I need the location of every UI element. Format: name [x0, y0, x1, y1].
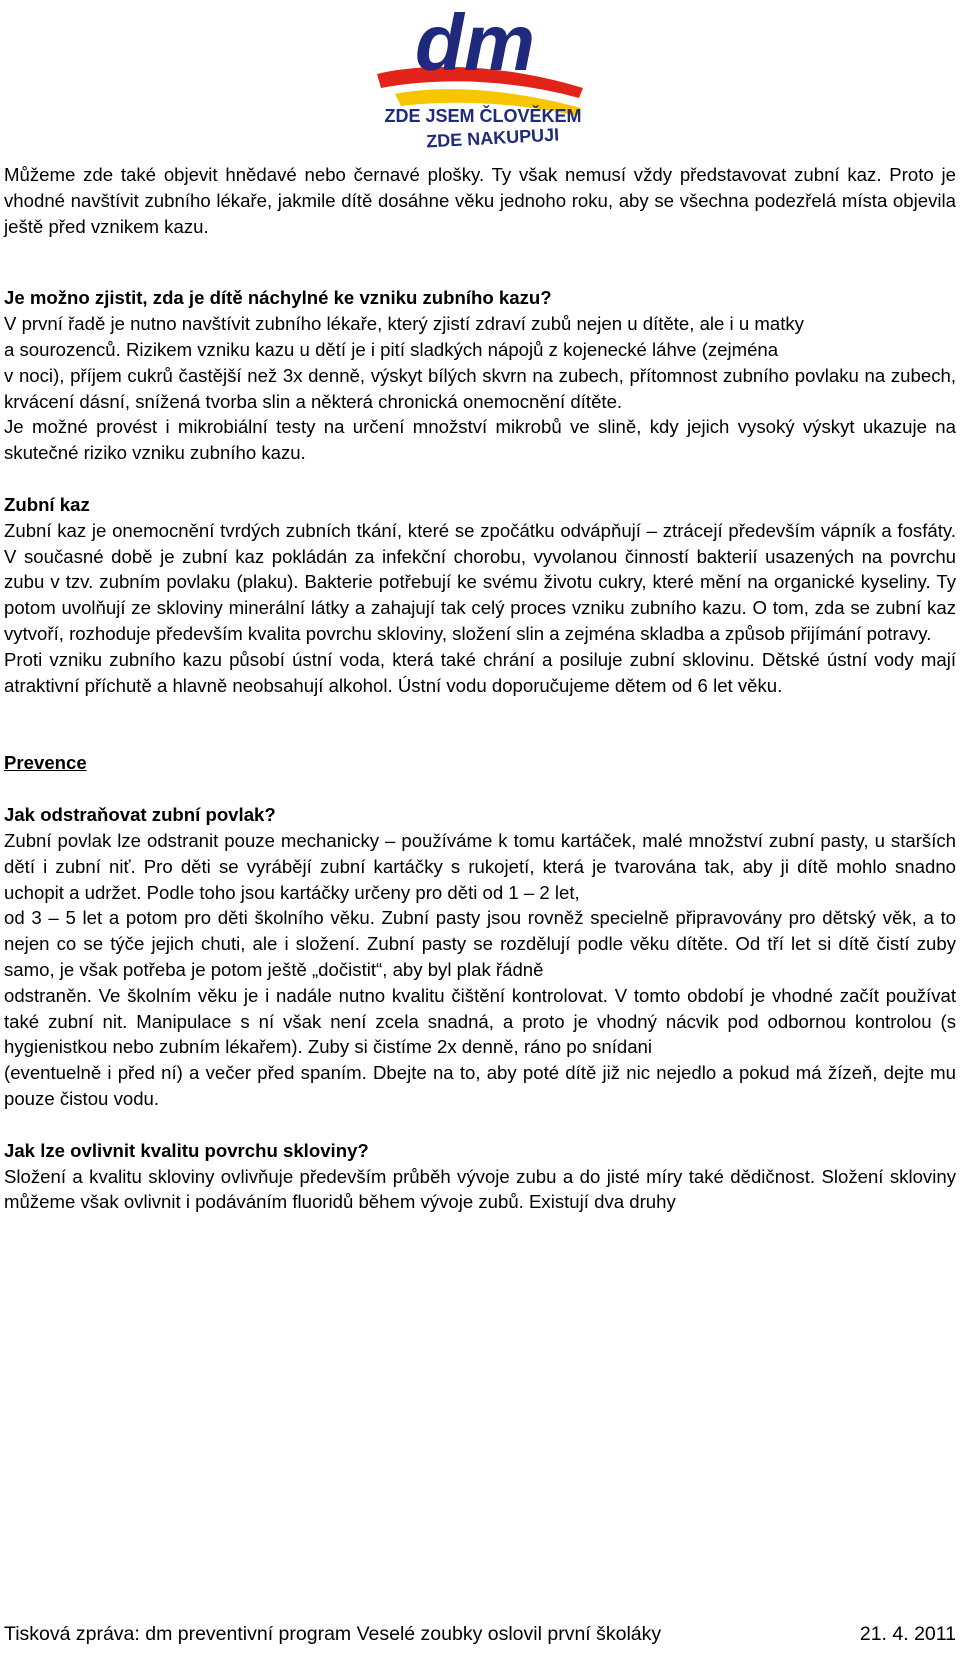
plaque-line2: od 3 – 5 let a potom pro děti školního věku. Zubní pasty jsou rovněž specielně připravovány pro dětský věk, a to nejen co se týče jejich chuti, ale i složení. Zubní pasty se rozdělují podle věku dítěte. Od tří let si dítě čistí zuby samo, je však potřeba je potom ještě „dočistit“, aby byl plak řádně: [4, 907, 956, 980]
caries-paragraph: Zubní kaz je onemocnění tvrdých zubních tkání, které se zpočátku odvápňují – ztrácejí především vápník a fosfáty. V současné době je zubní kaz pokládán za infekční chorobu, vyvolanou činností bakterií usazených na povrchu zubu v tzv. zubním povlaku (plaku). Bakterie potřebují ke svému životu cukry, které mění na organické kyseliny. Ty potom uvolňují ze skloviny minerální látky a zahajují tak celý proces vzniku zubního kazu. O tom, zda se zubní kaz vytvoří, rozhoduje především kvalita povrchu skloviny, složení slin a zejména skladba a způsob přijímání potravy.: [4, 519, 956, 644]
dm-logo: [355, 2, 605, 152]
plaque-line3: odstraněn. Ve školním věku je i nadále nutno kvalitu čištění kontrolovat. V tomto období je vhodné začít používat také zubní nit. Manipulace s ní však není zcela snadná, a proto je vhodný nácvik pod odbornou kontrolou (s hygienistkou nebo zubním lékařem). Zuby si čistíme 2x denně, ráno po snídani: [4, 984, 956, 1058]
heading-caries: Zubní kaz: [4, 493, 90, 515]
predisposition-tests-paragraph: Je možné provést i mikrobiální testy na určení množství mikrobů ve slině, kdy jejich vysoký výskyt ukazuje na skutečné riziko vzniku zubního kazu.: [4, 416, 956, 464]
plaque-line1: Zubní povlak lze odstranit pouze mechanicky – používáme k tomu kartáček, malé množství zubní pasty, u starších dětí i zubní niť. Pro děti se vyrábějí zubní kartáčky s rukojetí, která je tvarována tak, aby ji dítě mohlo snadno uchopit a udržet. Podle toho jsou kartáčky určeny pro děti od 1 – 2 let,: [4, 829, 956, 903]
logo-wordmark: dm: [415, 2, 535, 87]
dm-logo-graphic: [355, 2, 605, 152]
heading-plaque: Jak odstraňovat zubní povlak?: [4, 804, 276, 826]
predisposition-line1: V první řadě je nutno navštívit zubního lékaře, který zjistí zdraví zubů nejen u dítěte, ale i u matky: [4, 313, 804, 335]
footer-date: 21. 4. 2011: [859, 1623, 956, 1645]
mouthwash-paragraph: Proti vzniku zubního kazu působí ústní voda, která také chrání a posiluje zubní sklovinu. Dětské ústní vody mají atraktivní příchutě a hlavně neobsahují alkohol. Ústní vodu doporučujeme dětem od 6 let věku.: [4, 648, 956, 696]
heading-prevention: Prevence: [4, 752, 87, 774]
heading-predisposition: Je možno zjistit, zda je dítě náchylné ke vzniku zubního kazu?: [4, 287, 552, 309]
predisposition-line2: a sourozenců. Rizikem vzniku kazu u dětí je i pití sladkých nápojů z kojenecké láhve (zejména: [4, 338, 779, 360]
footer-title: Tisková zpráva: dm preventivní program Veselé zoubky oslovil první školáky: [4, 1623, 662, 1645]
page-footer: [4, 1622, 956, 1646]
predisposition-line3: v noci), příjem cukrů častější než 3x denně, výskyt bílých skvrn na zubech, přítomnost zubního povlaku na zubech, krvácení dásní, snížená tvorba slin a některá chronická onemocnění dítěte.: [4, 364, 956, 412]
intro-paragraph: Můžeme zde také objevit hnědavé nebo černavé plošky. Ty však nemusí vždy představovat zubní kaz. Proto je vhodné navštívit zubního lékaře, jakmile dítě dosáhne věku jednoho roku, aby se všechna podezřelá místa objevila ještě před vznikem kazu.: [4, 164, 956, 237]
logo-slogan-line2: ZDE NAKUPUJI: [425, 124, 560, 152]
plaque-line4: (eventuelně i před ní) a večer před spaním. Dbejte na to, aby poté dítě již nic nejedlo a pokud má žízeň, dejte mu pouze čistou vodu.: [4, 1062, 956, 1109]
logo-slogan-line1: ZDE JSEM ČLOVĚKEM: [384, 106, 582, 126]
article-body: [4, 162, 956, 1215]
enamel-paragraph: Složení a kvalitu skloviny ovlivňuje především průběh vývoje zubu a do jisté míry také dědičnost. Složení skloviny můžeme však ovlivnit i podáváním fluoridů během vývoje zubů. Existují dva druhy: [4, 1165, 956, 1213]
heading-enamel: Jak lze ovlivnit kvalitu povrchu skloviny?: [4, 1139, 369, 1161]
